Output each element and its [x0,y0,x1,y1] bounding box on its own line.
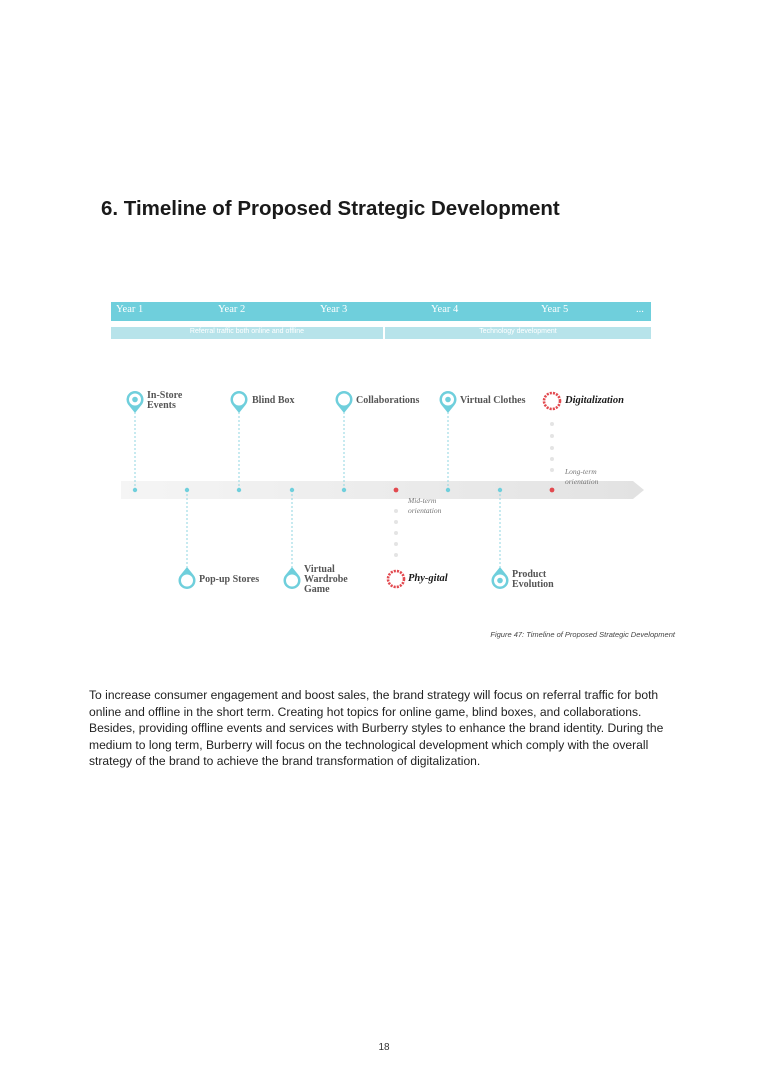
phase-label-referral: Referral traffic both online and offline [189,328,305,335]
pin-virtual-wardrobe [284,567,301,589]
mid-term-orientation-label [408,496,441,516]
trail-dot [550,457,554,461]
year-label-2: Year 2 [218,304,246,315]
milestone-product-evolution [512,570,554,590]
trail-dot [394,509,398,513]
pin-popup-stores [179,567,196,589]
gear-badge-phy-gital [388,571,404,587]
year-label-3: Year 3 [320,304,348,315]
year-label-5: Year 5 [541,304,569,315]
milestone-virtual-wardrobe-line1: Virtual [304,564,335,575]
long-term-orientation-label [565,467,598,487]
mid-term-line1: Mid-term [408,496,437,505]
long-term-line2: orientation [565,477,599,486]
milestone-popup-stores: Pop-up Stores [199,574,260,585]
milestone-product-evolution-line1: Product [512,569,547,580]
milestone-collaborations: Collaborations [356,395,420,406]
milestone-virtual-wardrobe-line2: Wardrobe [304,574,348,585]
axis-dot-digitalization [550,488,555,493]
pin-product-evolution [491,567,508,589]
trail-dot [394,542,398,546]
milestone-in-store-events-line1: In-Store [147,390,183,401]
axis-dot-product-evolution [498,488,502,492]
milestone-virtual-wardrobe-game [304,565,348,595]
milestone-virtual-wardrobe-line3: Game [304,584,330,595]
trail-dot [550,468,554,472]
milestone-phy-gital: Phy-gital [408,573,448,584]
trail-dot [550,422,554,426]
trail-dot [550,446,554,450]
trail-dot [394,553,398,557]
body-paragraph: To increase consumer engagement and boost sales, the brand strategy will focus on referral traffic for both online and offline in the short term. Creating hot topics for online game, blind boxes, and collaborations. Besides, providing offline events and services with Burberry styles to enhance the brand identity. During the medium to long term, Burberry will focus on the technological development which comply with the overall strategy of the brand to achieve the brand transformation of digitalization. [89,688,664,768]
long-term-line1: Long-term [565,467,597,476]
section-title: 6. Timeline of Proposed Strategic Development [101,197,560,220]
phase-label-technology: Technology development [479,328,557,335]
pin-virtual-clothes [440,391,457,413]
axis-dot-in-store-events [133,488,137,492]
mid-term-line2: orientation [408,506,442,515]
trail-dot [394,531,398,535]
axis-dot-virtual-clothes [446,488,450,492]
pin-blind-box [230,391,247,413]
year-label-1: Year 1 [116,304,144,315]
figure-caption: Figure 47: Timeline of Proposed Strategic Development [490,630,675,639]
trail-dot [394,520,398,524]
milestone-in-store-events [147,391,182,411]
milestone-digitalization: Digitalization [565,395,624,406]
milestone-virtual-clothes: Virtual Clothes [460,395,526,406]
pin-in-store-events [127,391,144,413]
axis-dot-popup-stores [185,488,189,492]
pin-collaborations [336,391,353,413]
milestone-product-evolution-line2: Evolution [512,579,554,590]
year-label-4: Year 4 [431,304,459,315]
axis-dot-phy-gital [394,488,399,493]
axis-dot-blind-box [237,488,241,492]
milestone-blind-box: Blind Box [252,395,295,406]
trail-dot [550,434,554,438]
milestone-in-store-events-line2: Events [147,400,176,411]
gear-badge-digitalization [544,393,560,409]
page-number: 18 [378,1042,390,1053]
axis-dot-collaborations [342,488,346,492]
year-label-more: ... [636,304,644,315]
axis-dot-virtual-wardrobe [290,488,294,492]
